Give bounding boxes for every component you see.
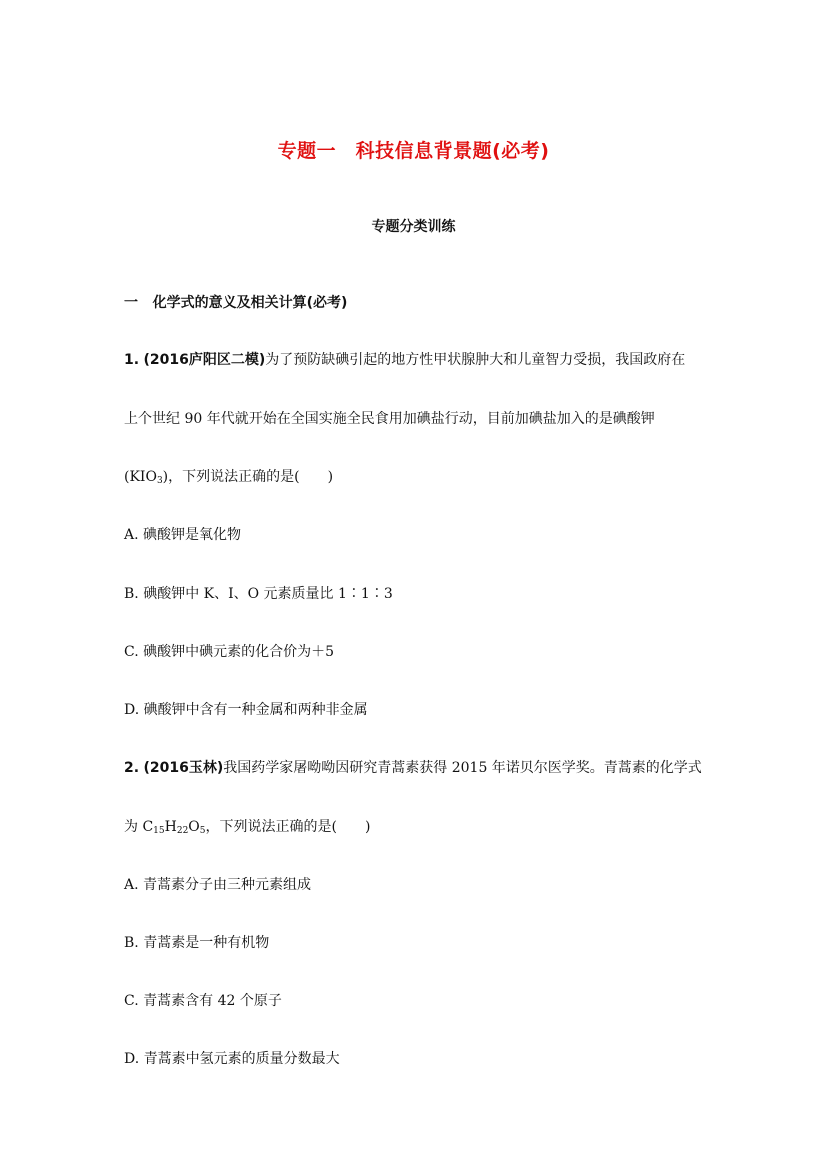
question-2-stem-2: ，下列说法正确的是( ) xyxy=(205,819,371,835)
question-2-formula-prefix: 为 C xyxy=(124,819,154,835)
question-2-formula-o: O xyxy=(188,819,200,835)
question-2-formula-h: H xyxy=(164,819,177,835)
question-1-line-2: 上个世纪 90 年代就开始在全国实施全民食用加碘盐行动，目前加碘盐加入的是碘酸钾 xyxy=(124,411,655,427)
section-heading xyxy=(124,293,347,313)
question-2-line-1 xyxy=(124,758,702,778)
question-2-number: 2. xyxy=(124,760,140,776)
question-1-option-a: A. 碘酸钾是氧化物 xyxy=(124,527,242,543)
question-2-stem-1: 我国药学家屠呦呦因研究青蒿素获得 2015 年诺贝尔医学奖。青蒿素的化学式 xyxy=(223,760,702,776)
page-title: 专题一 科技信息背景题(必考) xyxy=(277,140,550,162)
question-1-stem-1: 为了预防缺碘引起的地方性甲状腺肿大和儿童智力受损，我国政府在 xyxy=(265,352,686,368)
question-2-formula-sub-c: 15 xyxy=(153,826,165,836)
question-1-line-3 xyxy=(124,467,333,491)
question-1-option-c: C. 碘酸钾中碘元素的化合价为＋5 xyxy=(124,644,335,660)
question-2-formula-sub-o: 5 xyxy=(199,826,206,836)
question-2-source: (2016玉林) xyxy=(143,760,224,776)
question-1-number: 1. xyxy=(124,352,140,368)
question-1-source: (2016庐阳区二模) xyxy=(143,352,266,368)
section-number: 一 xyxy=(124,295,138,311)
question-2-option-d: D. 青蒿素中氢元素的质量分数最大 xyxy=(124,1051,340,1067)
question-1-formula-sub: 3 xyxy=(156,476,163,486)
section-subtitle: 专题分类训练 xyxy=(371,219,456,235)
question-1-line-1 xyxy=(124,350,685,370)
section-heading-text: 化学式的意义及相关计算(必考) xyxy=(152,295,348,311)
question-2-formula-sub-h: 22 xyxy=(176,826,189,836)
question-1-formula-prefix: (KIO xyxy=(124,469,157,485)
question-1-option-b: B. 碘酸钾中 K、I、O 元素质量比 1∶1∶3 xyxy=(124,586,393,602)
question-2-option-c: C. 青蒿素含有 42 个原子 xyxy=(124,993,282,1009)
question-2-line-2 xyxy=(124,817,370,841)
question-1-option-d: D. 碘酸钾中含有一种金属和两种非金属 xyxy=(124,702,368,718)
question-2-option-a: A. 青蒿素分子由三种元素组成 xyxy=(124,877,312,893)
question-2-option-b: B. 青蒿素是一种有机物 xyxy=(124,935,270,951)
question-1-stem-3: )，下列说法正确的是( ) xyxy=(162,469,334,485)
